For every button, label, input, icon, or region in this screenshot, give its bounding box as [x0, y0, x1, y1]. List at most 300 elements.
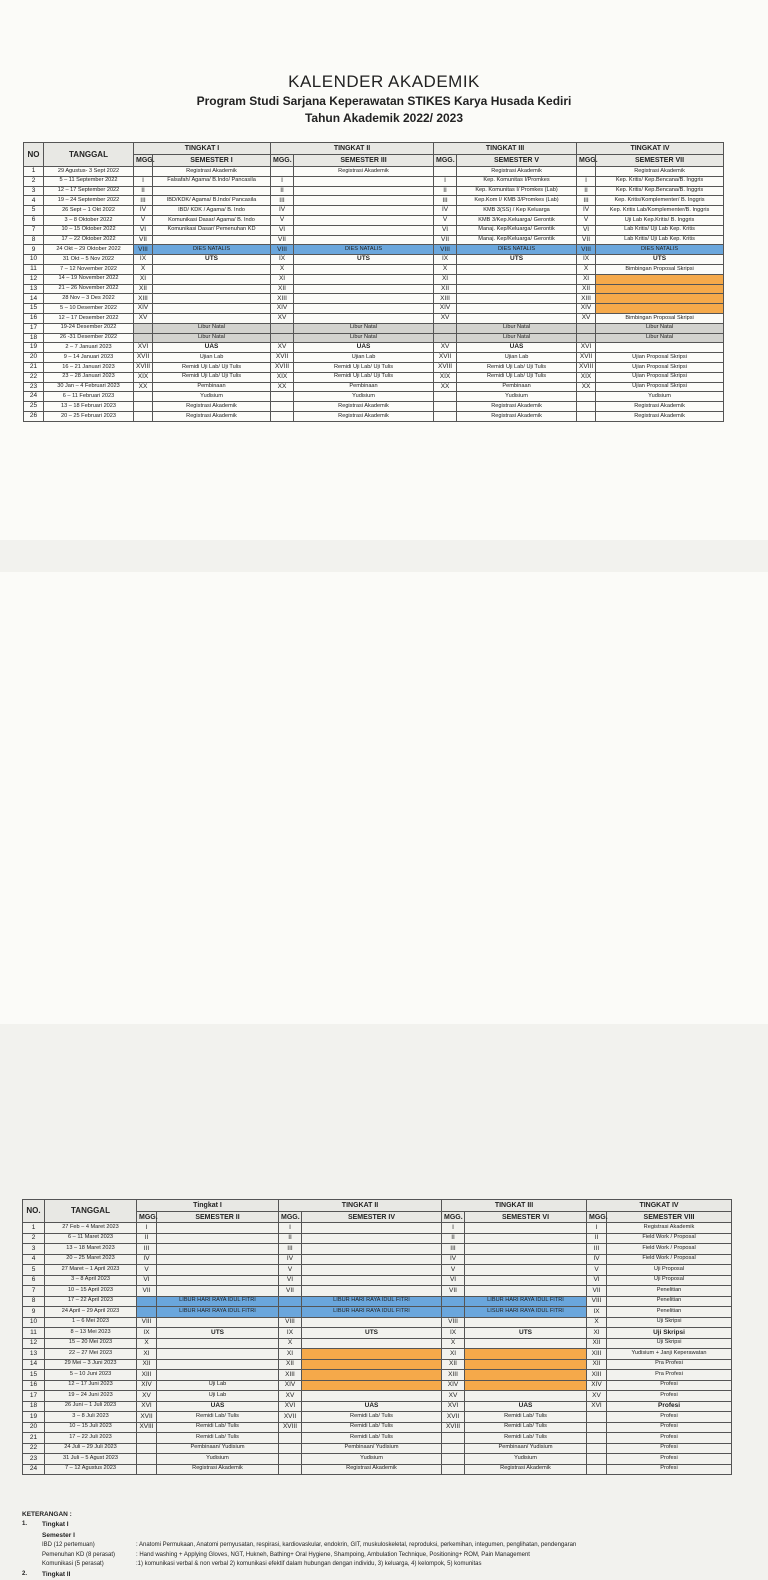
week-number: XIV	[137, 1380, 157, 1391]
week-number: V	[442, 1265, 465, 1276]
week-number: VIII	[271, 245, 294, 255]
semester-activity	[294, 176, 434, 186]
semester-activity: UAS	[302, 1401, 442, 1412]
row-number: 20	[24, 353, 44, 363]
week-number: III	[137, 1244, 157, 1255]
semester-activity: Ujian Proposal Skripsi	[596, 372, 724, 382]
semester-activity	[596, 284, 724, 294]
week-number: X	[587, 1317, 607, 1328]
week-number	[279, 1307, 302, 1318]
semester-activity: Kep. Komunitas I/Promkes	[457, 176, 577, 186]
week-number	[279, 1454, 302, 1465]
semester-activity: Ujian Proposal Skripsi	[596, 353, 724, 363]
week-number	[577, 333, 596, 343]
table-row	[23, 1380, 732, 1391]
week-number: VII	[442, 1286, 465, 1297]
semester-activity	[302, 1223, 442, 1234]
semester-activity	[294, 284, 434, 294]
week-number: XIII	[137, 1370, 157, 1381]
semester-activity: Bimbingan Proposal Skripsi	[596, 313, 724, 323]
row-number: 11	[23, 1328, 45, 1339]
semester-activity: Remidi Uji Lab/ Uji Tulis	[294, 372, 434, 382]
week-number	[134, 333, 153, 343]
table-row	[24, 402, 724, 412]
week-number: IX	[279, 1328, 302, 1339]
row-date: 29 Agustus- 3 Sept 2022	[44, 167, 134, 177]
table-row	[23, 1275, 732, 1286]
row-number: 1	[24, 167, 44, 177]
header-semester: SEMESTER IV	[302, 1212, 442, 1223]
semester-activity: Remidi Lab/ Tulis	[157, 1412, 279, 1423]
week-number	[442, 1454, 465, 1465]
row-date: 17 – 22 Juli 2023	[45, 1433, 137, 1444]
week-number: XVII	[434, 353, 457, 363]
week-number	[134, 323, 153, 333]
row-date: 2 – 7 Januari 2023	[44, 343, 134, 353]
week-number: XII	[577, 284, 596, 294]
header-tanggal: TANGGAL	[45, 1200, 137, 1223]
week-number: XVII	[442, 1412, 465, 1423]
semester-activity: Profesi	[607, 1464, 732, 1475]
row-date: 31 Okt – 5 Nov 2022	[44, 255, 134, 265]
notes-line-text: : Hand washing + Applying Gloves, NGT, Hukneh, Bathing+ Oral Hygiene, Shampoing, Ambulation Technique, Positioning+ ROM, Pain Management	[136, 1551, 530, 1558]
semester-activity: UTS	[302, 1328, 442, 1339]
row-date: 14 – 19 November 2022	[44, 274, 134, 284]
row-number: 22	[23, 1443, 45, 1454]
semester-activity	[157, 1286, 279, 1297]
semester-activity	[157, 1349, 279, 1360]
week-number: XIV	[577, 304, 596, 314]
semester-activity: Remidi Lab/ Tulis	[157, 1433, 279, 1444]
week-number: XVII	[137, 1412, 157, 1423]
semester-activity: Ujian Proposal Skripsi	[596, 362, 724, 372]
semester-activity: Field Work / Proposal	[607, 1254, 732, 1265]
row-number: 13	[23, 1349, 45, 1360]
week-number	[442, 1443, 465, 1454]
row-date: 27 Maret – 1 April 2023	[45, 1265, 137, 1276]
row-number: 14	[24, 294, 44, 304]
header-tingkat: TINGKAT IV	[587, 1200, 732, 1212]
week-number: VI	[271, 225, 294, 235]
row-date: 13 – 18 Februari 2023	[44, 402, 134, 412]
week-number: III	[587, 1244, 607, 1255]
semester-activity: Remidi Lab/ Tulis	[157, 1422, 279, 1433]
week-number: XIII	[587, 1349, 607, 1360]
notes-item-number: 2.	[22, 1570, 28, 1577]
semester-activity: KMB 3/Kep.Keluarga/ Gerontik	[457, 215, 577, 225]
semester-activity: Remidi Lab/ Tulis	[302, 1433, 442, 1444]
week-number: VI	[137, 1275, 157, 1286]
week-number: XX	[434, 382, 457, 392]
semester-activity: Field Work / Proposal	[607, 1233, 732, 1244]
week-number	[577, 411, 596, 421]
week-number: III	[279, 1244, 302, 1255]
row-date: 12 – 17 September 2022	[44, 186, 134, 196]
week-number: I	[137, 1223, 157, 1234]
week-number: IX	[587, 1307, 607, 1318]
row-date: 30 Jan – 4 Februari 2023	[44, 382, 134, 392]
semester-activity: UAS	[157, 1401, 279, 1412]
semester-activity: Kep. Kritis/ Kep.Bencana/B. Inggris	[596, 186, 724, 196]
week-number: XI	[434, 274, 457, 284]
week-number: XIX	[271, 372, 294, 382]
table-row	[23, 1359, 732, 1370]
week-number: XVIII	[442, 1422, 465, 1433]
week-number	[434, 323, 457, 333]
week-number	[134, 402, 153, 412]
week-number	[137, 1464, 157, 1475]
table-row	[23, 1454, 732, 1465]
week-number: VII	[137, 1286, 157, 1297]
table-row	[23, 1370, 732, 1381]
header-no: NO.	[23, 1200, 45, 1223]
week-number	[279, 1443, 302, 1454]
table-row	[24, 343, 724, 353]
week-number: XIII	[134, 294, 153, 304]
semester-activity	[294, 235, 434, 245]
week-number: V	[271, 215, 294, 225]
row-date: 26 Juni – 1 Juli 2023	[45, 1401, 137, 1412]
row-number: 19	[24, 343, 44, 353]
row-date: 10 – 15 Oktober 2022	[44, 225, 134, 235]
row-number: 23	[24, 382, 44, 392]
semester-activity: Remidi Lab/ Tulis	[302, 1412, 442, 1423]
header-tingkat: TINGKAT I	[134, 143, 271, 155]
semester-activity: Profesi	[607, 1380, 732, 1391]
week-number	[587, 1422, 607, 1433]
notes-line	[22, 1560, 722, 1570]
week-number: V	[434, 215, 457, 225]
week-number: XVI	[279, 1401, 302, 1412]
semester-activity	[302, 1338, 442, 1349]
semester-activity: Registrasi Akademik	[153, 402, 271, 412]
week-number	[271, 392, 294, 402]
week-number	[137, 1296, 157, 1307]
table-row	[24, 264, 724, 274]
semester-activity: Registrasi Akademik	[457, 411, 577, 421]
semester-activity	[457, 313, 577, 323]
header-semester: SEMESTER VI	[465, 1212, 587, 1223]
row-number: 2	[24, 176, 44, 186]
row-number: 18	[24, 333, 44, 343]
semester-activity: Komunikasi Dasar/ Agama/ B. Indo	[153, 215, 271, 225]
week-number: XV	[137, 1391, 157, 1402]
semester-activity: LIBUR HARI RAYA IDUL FITRI	[465, 1296, 587, 1307]
row-number: 13	[24, 284, 44, 294]
table-row	[23, 1223, 732, 1234]
row-number: 15	[23, 1370, 45, 1381]
table-row	[24, 382, 724, 392]
notes-line	[22, 1551, 722, 1561]
week-number	[434, 333, 457, 343]
header-tingkat: TINGKAT II	[279, 1200, 442, 1212]
row-number: 18	[23, 1401, 45, 1412]
row-number: 16	[23, 1380, 45, 1391]
table-row	[24, 176, 724, 186]
semester-activity: Registrasi Akademik	[457, 402, 577, 412]
table-row	[23, 1307, 732, 1318]
semester-activity	[294, 206, 434, 216]
week-number: XVI	[134, 343, 153, 353]
week-number	[587, 1412, 607, 1423]
week-number	[271, 323, 294, 333]
table-row	[24, 362, 724, 372]
semester-activity: Registrasi Akademik	[607, 1223, 732, 1234]
semester-activity	[153, 274, 271, 284]
semester-activity	[157, 1223, 279, 1234]
week-number	[271, 167, 294, 177]
table-row	[24, 167, 724, 177]
semester-activity	[157, 1265, 279, 1276]
semester-activity: DIES NATALIS	[153, 245, 271, 255]
week-number: XV	[434, 343, 457, 353]
semester-activity	[153, 186, 271, 196]
table-row	[24, 392, 724, 402]
semester-activity	[457, 274, 577, 284]
week-number: VIII	[434, 245, 457, 255]
semester-activity: Yudisium	[302, 1454, 442, 1465]
semester-activity	[465, 1286, 587, 1297]
semester-activity	[294, 215, 434, 225]
week-number: XVI	[577, 343, 596, 353]
week-number	[587, 1464, 607, 1475]
week-number: XI	[577, 274, 596, 284]
week-number: VI	[442, 1275, 465, 1286]
table-row	[23, 1401, 732, 1412]
week-number: IV	[587, 1254, 607, 1265]
header-mgg: MGG.	[434, 155, 457, 167]
semester-activity: Manaj. Kep/Keluarga/ Gerontik	[457, 235, 577, 245]
semester-activity	[157, 1254, 279, 1265]
semester-activity: Registrasi Akademik	[465, 1464, 587, 1475]
row-date: 21 – 26 November 2022	[44, 284, 134, 294]
semester-activity: Profesi	[607, 1391, 732, 1402]
semester-activity	[153, 284, 271, 294]
semester-activity: Field Work / Proposal	[607, 1244, 732, 1255]
semester-activity	[294, 225, 434, 235]
week-number: XIX	[134, 372, 153, 382]
semester-activity: Kep. Kritis Lab/Komplementer/B. Inggris	[596, 206, 724, 216]
semester-activity: Registrasi Akademik	[294, 402, 434, 412]
week-number: XIV	[442, 1380, 465, 1391]
week-number: VIII	[442, 1317, 465, 1328]
row-date: 3 – 8 April 2023	[45, 1275, 137, 1286]
semester-activity	[457, 294, 577, 304]
table-row	[24, 196, 724, 206]
semester-activity: Registrasi Akademik	[294, 411, 434, 421]
table-row	[24, 274, 724, 284]
week-number	[434, 167, 457, 177]
semester-activity: Uji Lab	[157, 1391, 279, 1402]
header-row-tingkat	[24, 143, 724, 155]
table-row	[24, 323, 724, 333]
week-number: VI	[279, 1275, 302, 1286]
table-row	[23, 1391, 732, 1402]
week-number: XV	[271, 343, 294, 353]
semester-activity: Registrasi Akademik	[153, 411, 271, 421]
week-number: XV	[279, 1391, 302, 1402]
week-number	[271, 333, 294, 343]
semester-activity: Libur Natal	[457, 333, 577, 343]
semester-activity: Uji Skripsi	[607, 1338, 732, 1349]
row-date: 31 Juli – 5 Agust 2023	[45, 1454, 137, 1465]
row-number: 23	[23, 1454, 45, 1465]
week-number: XI	[279, 1349, 302, 1360]
week-number: XVI	[137, 1401, 157, 1412]
week-number: VI	[587, 1275, 607, 1286]
week-number: XII	[587, 1359, 607, 1370]
week-number: XVII	[279, 1412, 302, 1423]
week-number: V	[279, 1265, 302, 1276]
notes-item-title: Tingkat II	[42, 1570, 71, 1578]
semester-activity: LISUR HARI RAYA IDUL FITRI	[465, 1307, 587, 1318]
table-row	[23, 1433, 732, 1444]
week-number: I	[442, 1223, 465, 1234]
semester-activity: IBD/KDK/ Agama/ B.Indo/ Pancasila	[153, 196, 271, 206]
semester-activity: Penelitian	[607, 1307, 732, 1318]
week-number: I	[279, 1223, 302, 1234]
semester-activity: UAS	[457, 343, 577, 353]
row-date: 24 April – 29 April 2023	[45, 1307, 137, 1318]
week-number	[587, 1443, 607, 1454]
semester-activity: Kep. Komunitas I/ Promkes (Lab)	[457, 186, 577, 196]
week-number: IV	[134, 206, 153, 216]
semester-activity: LIBUR HARI RAYA IDUL FITRI	[157, 1296, 279, 1307]
row-date: 17 – 22 April 2023	[45, 1296, 137, 1307]
week-number: X	[434, 264, 457, 274]
header-semester: SEMESTER VII	[596, 155, 724, 167]
week-number	[271, 402, 294, 412]
week-number	[587, 1454, 607, 1465]
semester-activity: Pembinaan/ Yudisium	[302, 1443, 442, 1454]
week-number: VI	[134, 225, 153, 235]
week-number	[271, 411, 294, 421]
row-number: 8	[23, 1296, 45, 1307]
calendar-sheet-2	[0, 572, 768, 1578]
week-number	[577, 392, 596, 402]
week-number: IX	[134, 255, 153, 265]
week-number: XVII	[577, 353, 596, 363]
table-row	[23, 1422, 732, 1433]
semester-activity	[465, 1380, 587, 1391]
row-date: 27 Feb – 4 Maret 2023	[45, 1223, 137, 1234]
notes-heading: KETERANGAN :	[22, 1511, 72, 1518]
semester-activity: Yudisium	[457, 392, 577, 402]
row-date: 12 – 17 Desember 2022	[44, 313, 134, 323]
week-number: XVIII	[577, 362, 596, 372]
header-semester: SEMESTER II	[157, 1212, 279, 1223]
notes-line-label: IBD (12 pertemuan)	[42, 1542, 95, 1549]
week-number: X	[279, 1338, 302, 1349]
row-number: 20	[23, 1422, 45, 1433]
header-no: NO	[24, 143, 44, 167]
row-date: 5 – 11 September 2022	[44, 176, 134, 186]
week-number: XIX	[434, 372, 457, 382]
row-date: 26 Sept – 1 Okt 2022	[44, 206, 134, 216]
semester-activity	[302, 1233, 442, 1244]
semester-activity: Lab Kritis/ Uji Lab Kep. Kritis	[596, 235, 724, 245]
row-number: 8	[24, 235, 44, 245]
week-number: V	[577, 215, 596, 225]
semester-activity	[157, 1317, 279, 1328]
row-number: 2	[23, 1233, 45, 1244]
calendar-sheet-1	[0, 0, 768, 540]
semester-activity: IBD/ KDK / Agama/ B. Indo	[153, 206, 271, 216]
week-number	[279, 1464, 302, 1475]
semester-activity: Profesi	[607, 1422, 732, 1433]
table-row	[23, 1338, 732, 1349]
week-number: VIII	[279, 1317, 302, 1328]
header-mgg: MGG.	[134, 155, 153, 167]
semester-activity	[302, 1254, 442, 1265]
table-row	[23, 1412, 732, 1423]
notes-line	[22, 1541, 722, 1551]
row-number: 7	[24, 225, 44, 235]
row-date: 20 – 25 Februari 2023	[44, 411, 134, 421]
table-row	[23, 1328, 732, 1339]
semester-activity: Libur Natal	[153, 333, 271, 343]
semester-activity: LIBUR HARI RAYA IDUL FITRI	[157, 1307, 279, 1318]
semester-activity: LIBUR HARI RAYA IDUL FITRI	[302, 1296, 442, 1307]
week-number	[137, 1433, 157, 1444]
week-number: XI	[137, 1349, 157, 1360]
week-number: I	[577, 176, 596, 186]
semester-activity: Penelitian	[607, 1296, 732, 1307]
row-number: 21	[23, 1433, 45, 1444]
week-number: V	[587, 1265, 607, 1276]
row-date: 5 – 10 Desember 2022	[44, 304, 134, 314]
week-number	[137, 1443, 157, 1454]
semester-activity	[302, 1265, 442, 1276]
table-row	[23, 1254, 732, 1265]
week-number: II	[442, 1233, 465, 1244]
row-date: 17 – 22 Oktober 2022	[44, 235, 134, 245]
row-date: 9 – 14 Januari 2023	[44, 353, 134, 363]
semester-activity: Libur Natal	[294, 323, 434, 333]
table-row	[24, 411, 724, 421]
week-number: IV	[137, 1254, 157, 1265]
calendar-table-odd-semesters	[23, 142, 724, 422]
table-row	[23, 1233, 732, 1244]
semester-activity: Registrasi Akademik	[596, 167, 724, 177]
table-row	[23, 1296, 732, 1307]
row-number: 3	[24, 186, 44, 196]
row-number: 3	[23, 1244, 45, 1255]
week-number: XIII	[587, 1370, 607, 1381]
week-number	[134, 392, 153, 402]
week-number: III	[271, 196, 294, 206]
semester-activity: Uji Lab	[157, 1380, 279, 1391]
week-number: XV	[434, 313, 457, 323]
semester-activity: Pembinaan/ Yudisium	[157, 1443, 279, 1454]
week-number: VIII	[577, 245, 596, 255]
week-number: XI	[134, 274, 153, 284]
row-date: 5 – 10 Juni 2023	[45, 1370, 137, 1381]
header-mgg: MGG.	[137, 1212, 157, 1223]
row-number: 26	[24, 411, 44, 421]
week-number: XIII	[279, 1370, 302, 1381]
week-number: XVIII	[137, 1422, 157, 1433]
week-number: I	[271, 176, 294, 186]
week-number: I	[587, 1223, 607, 1234]
week-number: IX	[434, 255, 457, 265]
semester-activity: Profesi	[607, 1401, 732, 1412]
row-date: 19 – 24 September 2022	[44, 196, 134, 206]
semester-activity: Remidi Uji Lab/ Uji Tulis	[153, 362, 271, 372]
notes-section	[22, 1510, 722, 1580]
semester-activity: Lab Kritis/ Uji Lab Kep. Kritis	[596, 225, 724, 235]
table-row	[24, 186, 724, 196]
